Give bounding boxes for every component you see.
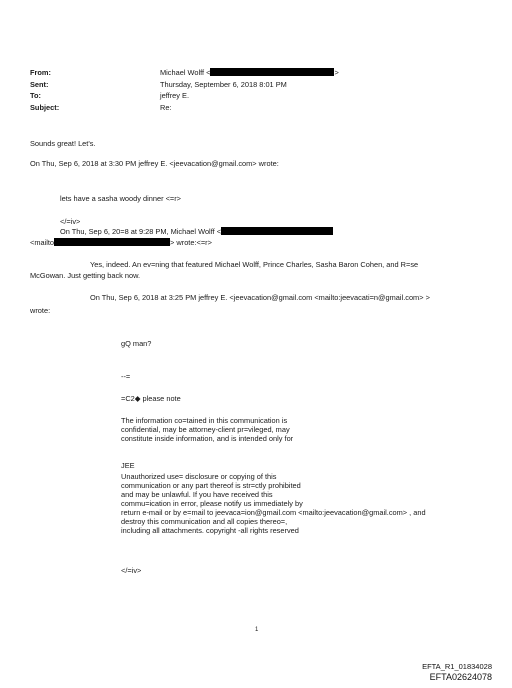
div-close-2: </=iv> xyxy=(121,566,142,575)
redaction-bar xyxy=(221,227,333,235)
footer-id-2: EFTA02624078 xyxy=(429,672,492,682)
page-number: 1 xyxy=(255,627,259,633)
quote-header-2a xyxy=(60,227,333,236)
to-label: To: xyxy=(30,91,41,100)
footer-id-1: EFTA_R1_01834028 xyxy=(422,662,492,671)
quote-header-2b xyxy=(30,238,212,247)
sent-label: Sent: xyxy=(30,80,49,89)
from-value xyxy=(160,68,339,77)
wrote-suffix: > wrote:<=r> xyxy=(170,238,212,247)
reply-text: Sounds great! Let's. xyxy=(30,139,96,148)
notice-line: The information co=tained in this communication is xyxy=(121,416,288,425)
to-value: jeffrey E. xyxy=(160,91,190,100)
quote-header-2a-text: On Thu, Sep 6, 20=8 at 9:28 PM, Michael Wolff < xyxy=(60,227,222,236)
jee-line: JEE xyxy=(121,461,135,470)
subject-value: Re: xyxy=(160,103,172,112)
notice-line: communication or any part thereof is str=ctly prohibited xyxy=(121,481,301,490)
from-label: From: xyxy=(30,68,51,77)
please-note-line: =C2◆ please note xyxy=(121,394,181,403)
yes-line-1: Yes, indeed. An ev=ning that featured Michael Wolff, Prince Charles, Sasha Baron Cohen, and R=se xyxy=(90,260,419,269)
from-name: Michael Wolff < xyxy=(160,68,211,77)
mailto-prefix: <mailto xyxy=(30,238,55,247)
redaction-bar xyxy=(210,68,334,76)
gq-line: gQ man? xyxy=(121,339,152,348)
notice-line: confidential, may be attorney-client pr=vileged, may xyxy=(121,425,290,434)
notice-line: and may be unlawful. If you have received this xyxy=(121,490,273,499)
sasha-line: lets have a sasha woody dinner <=r> xyxy=(60,194,181,203)
notice-line: return e-mail or by e=mail to jeevaca=ion@gmail.com <mailto:jeevacation@gmail.com> , and xyxy=(121,508,426,517)
notice-line: including all attachments. copyright -all rights reserved xyxy=(121,526,299,535)
quote-header-3: On Thu, Sep 6, 2018 at 3:25 PM jeffrey E. <jeevacation@gmail.com <mailto:jeevacati=n@gmail.com> > xyxy=(90,293,430,302)
notice-line: Unauthorized use= disclosure or copying of this xyxy=(121,472,277,481)
quote-header-1: On Thu, Sep 6, 2018 at 3:30 PM jeffrey E. <jeevacation@gmail.com> wrote: xyxy=(30,159,279,168)
from-tail: > xyxy=(334,68,339,77)
confidentiality-notice xyxy=(121,416,293,443)
notice-line: commu=ication in error, please notify us immediately by xyxy=(121,499,303,508)
notice-line: constitute inside information, and is intended only for xyxy=(121,434,294,443)
unauthorized-notice xyxy=(121,472,426,535)
div-close-1: </=iv> xyxy=(60,217,81,226)
signature-dashes: --= xyxy=(121,372,131,381)
subject-label: Subject: xyxy=(30,103,60,112)
yes-line-2: McGowan. Just getting back now. xyxy=(30,271,141,280)
notice-line: destroy this communication and all copies thereo=, xyxy=(121,517,288,526)
redaction-bar xyxy=(54,238,170,246)
sent-value: Thursday, September 6, 2018 8:01 PM xyxy=(160,80,287,89)
quote-header-3-wrote: wrote: xyxy=(30,306,51,315)
